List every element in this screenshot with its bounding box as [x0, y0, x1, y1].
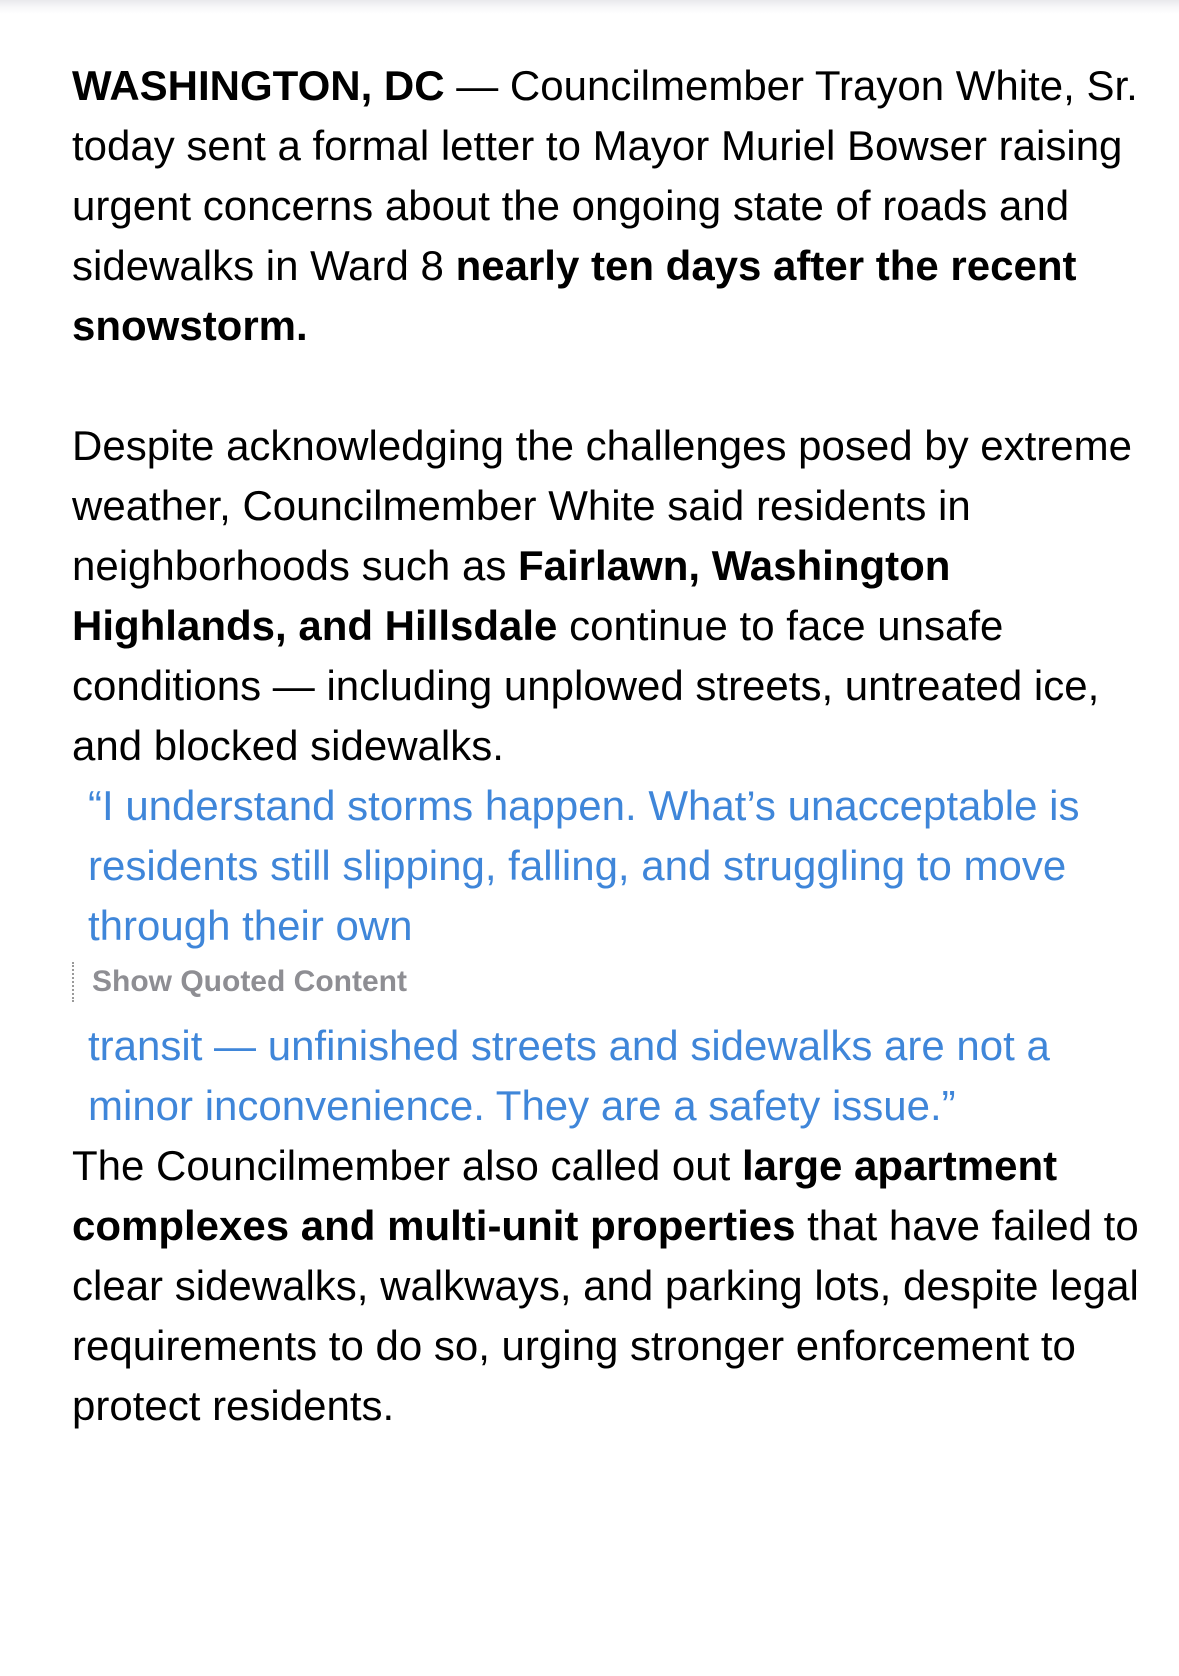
- quote-part-1: “I understand storms happen. What’s unacceptable is residents still slipping, falling, and struggling to move through their own: [88, 782, 1080, 949]
- paragraph-spacer: [72, 356, 1142, 416]
- quote-part-2: transit — unfinished streets and sidewalks are not a minor inconvenience. They are a safety issue.”: [88, 1022, 1050, 1129]
- paragraph-intro: [72, 56, 1142, 356]
- properties-text: The Councilmember also called out: [72, 1142, 742, 1189]
- quote-dotted-bar: [72, 962, 74, 1002]
- conditions-text-end: continue to face unsafe conditions — including unplowed streets, untreated ice, and blocked sidewalks.: [72, 602, 1100, 769]
- dateline: WASHINGTON, DC: [72, 62, 445, 109]
- paragraph-conditions: [72, 416, 1142, 776]
- properties-bold: large apartment complexes and multi-unit properties: [72, 1142, 1058, 1249]
- neighborhoods-bold: Fairlawn, Washington Highlands, and Hillsdale: [72, 542, 951, 649]
- show-quoted-content[interactable]: [72, 956, 1142, 1016]
- paragraph-properties: [72, 1136, 1142, 1436]
- conditions-text: Despite acknowledging the challenges posed by extreme weather, Councilmember White said residents in neighborhoods such as: [72, 422, 1132, 589]
- intro-text: — Councilmember Trayon White, Sr. today sent a formal letter to Mayor Muriel Bowser raising urgent concerns about the ongoing state of roads and sidewalks in Ward 8: [72, 62, 1138, 289]
- show-quoted-content-button[interactable]: Show Quoted Content: [92, 965, 407, 998]
- intro-bold-end: nearly ten days after the recent snowstorm.: [72, 242, 1077, 349]
- email-body: [72, 56, 1142, 1436]
- properties-text-end: that have failed to clear sidewalks, walkways, and parking lots, despite legal requirements to do so, urging stronger enforcement to protect residents.: [72, 1202, 1139, 1429]
- top-shadow: [0, 0, 1179, 14]
